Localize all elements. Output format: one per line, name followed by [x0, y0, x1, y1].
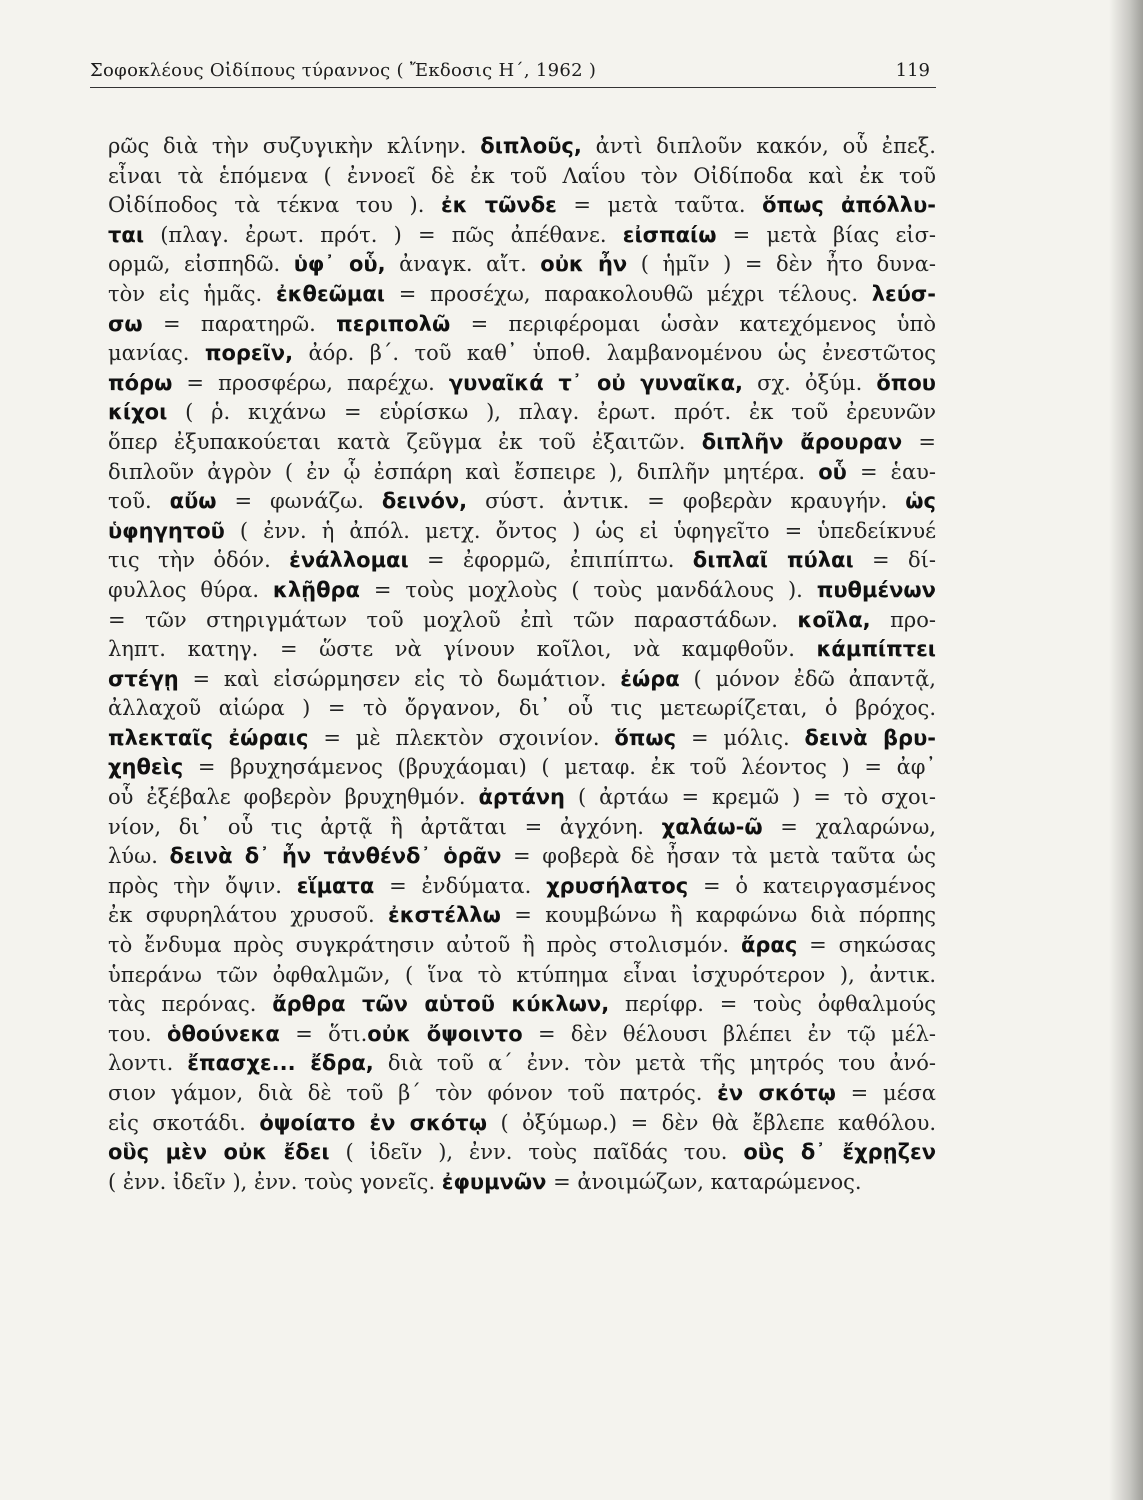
- gloss-text: = ἀνοιμώζων, καταρώμενος.: [546, 1169, 862, 1194]
- lemma: ἐνάλλομαι: [289, 548, 409, 573]
- lemma: οὗ: [818, 459, 847, 484]
- lemma: ὡς: [905, 489, 936, 514]
- text-line: [108, 813, 936, 843]
- gloss-text: = ὁ κατειργασμένος: [688, 873, 936, 898]
- text-line: [108, 1168, 936, 1198]
- gloss-text: ( ἡμῖν ) = δὲν ἦτο δυνα-: [627, 252, 936, 277]
- gloss-text: τὸ ἔνδυμα πρὸς συγκράτησιν αὐτοῦ ἢ πρὸς στολισμόν.: [108, 933, 741, 958]
- lemma: ὅπως ἀπόλλυ-: [762, 193, 936, 218]
- gloss-text: ( ἐνν. ἡ ἀπόλ. μετχ. ὄντος ) ὡς εἰ ὑφηγεῖτο = ὑπεδείκνυέ: [224, 518, 936, 543]
- lemma: εἵματα: [296, 873, 375, 898]
- lemma: ἐν σκότῳ: [717, 1081, 836, 1105]
- gloss-text: πρὸς τὴν ὄψιν.: [108, 873, 297, 898]
- text-line: [108, 162, 936, 192]
- lemma: διπλοῦς,: [480, 134, 582, 158]
- text-line: [108, 1049, 936, 1079]
- lemma: πλεκταῖς ἐώραις: [108, 725, 309, 750]
- lemma: ὅπως: [614, 725, 677, 750]
- lemma: ἐκστέλλω: [388, 903, 501, 928]
- lemma: ὅπου: [876, 370, 936, 395]
- gloss-text: ( ἐνν. ἰδεῖν ), ἐνν. τοὺς γονεῖς.: [108, 1169, 442, 1194]
- text-line: [108, 428, 936, 458]
- gloss-text: εἰς σκοτάδι.: [108, 1110, 260, 1135]
- lemma: οὓς μὲν οὐκ ἔδει: [108, 1140, 330, 1165]
- gloss-text: ἀλλαχοῦ αἰώρα ) = τὸ ὄργανον, δι᾽ οὗ τις μετεωρίζεται, ὁ βρόχος.: [108, 696, 936, 721]
- lemma: δεινὰ βρυ-: [804, 725, 936, 750]
- gloss-text: (πλαγ. ἐρωτ. πρότ. ) = πῶς ἀπέθανε.: [144, 222, 623, 247]
- lemma: δεινόν,: [381, 489, 468, 514]
- gloss-text: ὅπερ ἐξυπακούεται κατὰ ζεῦγμα ἐκ τοῦ ἐξαιτῶν.: [108, 429, 702, 454]
- lemma: αὔω: [169, 489, 217, 514]
- lemma: λεύσ-: [871, 281, 936, 306]
- gloss-text: = δὲν θέλουσι βλέπει ἐν τῷ μέλ-: [522, 1021, 936, 1046]
- gloss-text: ( μόνον ἐδῶ ἀπαντᾷ,: [679, 666, 936, 691]
- text-line: [108, 1109, 936, 1139]
- lemma: κίχοι: [108, 400, 168, 425]
- gloss-text: = κουμβώνω ἢ καρφώνω διὰ πόρπης: [500, 903, 936, 928]
- text-line: [108, 310, 936, 340]
- text-line: [108, 458, 936, 488]
- gloss-text: μανίας.: [108, 341, 205, 366]
- text-line: [108, 221, 936, 251]
- gloss-text: περίφρ. = τοὺς ὀφθαλμούς: [609, 992, 936, 1017]
- gloss-text: διπλοῦν ἀγρὸν ( ἐν ᾧ ἐσπάρη καὶ ἔσπειρε ), διπλῆν μητέρα.: [108, 459, 819, 484]
- gloss-text: = καὶ εἰσώρμησεν εἰς τὸ δωμάτιον.: [178, 666, 621, 691]
- lemma: χαλάω-ῶ: [661, 814, 763, 839]
- gloss-text: = μετὰ βίας εἰσ-: [716, 222, 936, 247]
- gloss-text: λοντι.: [108, 1051, 188, 1076]
- text-line: [108, 517, 936, 547]
- gloss-text: = τῶν στηριγμάτων τοῦ μοχλοῦ ἐπὶ τῶν παραστάδων.: [108, 607, 798, 632]
- gloss-text: ἀόρ. β΄. τοῦ καθ᾽ ὑποθ. λαμβανομένου ὡς ἐνεστῶτος: [293, 341, 936, 366]
- commentary-text: [90, 132, 936, 1197]
- gloss-text: του.: [108, 1021, 168, 1046]
- gloss-text: Οἰδίποδος τὰ τέκνα του ).: [108, 193, 441, 218]
- lemma: οὐκ ἦν: [540, 252, 628, 277]
- gloss-text: ορμῶ, εἰσπηδῶ.: [108, 252, 294, 277]
- gloss-text: φυλλος θύρα.: [108, 577, 273, 602]
- lemma: κοῖλα,: [797, 607, 871, 632]
- lemma: διπλῆν ἄρουραν: [701, 429, 903, 454]
- gloss-text: = μὲ πλεκτὸν σχοινίον.: [308, 725, 615, 750]
- gloss-text: οὗ ἐξέβαλε φοβερὸν βρυχηθμόν.: [108, 785, 479, 810]
- gloss-text: = ἐφορμῶ, ἐπιπίπτω.: [408, 548, 693, 573]
- text-line: [108, 487, 936, 517]
- gloss-text: =: [902, 429, 936, 454]
- lemma: δεινὰ δ᾽ ἦν τἀνθένδ᾽ ὁρᾶν: [169, 844, 502, 869]
- lemma: οὓς δ᾽ ἔχρῃζεν: [743, 1140, 936, 1165]
- text-line: [108, 753, 936, 783]
- gloss-text: σύστ. ἀντικ. = φοβερὰν κραυγήν.: [467, 489, 906, 514]
- lemma: κλῇθρα: [272, 577, 360, 602]
- text-line: [108, 546, 936, 576]
- running-header: [90, 60, 936, 88]
- text-line: [108, 1020, 936, 1050]
- gloss-text: ὑπεράνω τῶν ὀφθαλμῶν, ( ἵνα τὸ κτύπημα εἶναι ἰσχυρότερον ), ἀντικ.: [108, 962, 936, 987]
- lemma: ὀψοίατο ἐν σκότῳ: [259, 1110, 487, 1135]
- gloss-text: = βρυχησάμενος (βρυχάομαι) ( μεταφ. ἐκ τοῦ λέοντος ) = ἀφ᾽: [183, 755, 936, 780]
- gloss-text: ρῶς διὰ τὴν συζυγικὴν κλίνην.: [108, 134, 481, 158]
- lemma: στέγῃ: [108, 666, 179, 691]
- text-line: [108, 606, 936, 636]
- gloss-text: ἀναγκ. αἴτ.: [385, 252, 541, 277]
- gloss-text: ἐκ σφυρηλάτου χρυσοῦ.: [108, 903, 389, 928]
- lemma: χηθεὶς: [108, 755, 184, 780]
- gloss-text: = χαλαρώνω,: [762, 814, 936, 839]
- text-line: [108, 576, 936, 606]
- gloss-text: = ἐνδύματα.: [374, 873, 547, 898]
- lemma: ται: [108, 222, 145, 247]
- text-line: [108, 931, 936, 961]
- gloss-text: ( ἰδεῖν ), ἐνν. τοὺς παῖδάς του.: [329, 1140, 744, 1165]
- text-line: [108, 191, 936, 221]
- gloss-text: τὰς περόνας.: [108, 992, 273, 1017]
- gloss-text: = φωνάζω.: [216, 489, 382, 514]
- gloss-text: σιον γάμον, διὰ δὲ τοῦ β΄ τὸν φόνον τοῦ πατρός.: [108, 1081, 718, 1105]
- lemma: ὑφηγητοῦ: [108, 518, 225, 543]
- lemma: ὁθούνεκα: [167, 1021, 280, 1046]
- text-line: [108, 694, 936, 724]
- gloss-text: εἶναι τὰ ἑπόμενα ( ἐννοεῖ δὲ ἐκ τοῦ Λαΐου τὸν Οἰδίποδα καὶ ἐκ τοῦ: [108, 163, 936, 188]
- lemma: ἄρθρα τῶν αὑτοῦ κύκλων,: [272, 992, 610, 1017]
- gloss-text: ( ἀρτάω = κρεμῶ ) = τὸ σχοι-: [565, 785, 936, 810]
- gloss-text: = δί-: [853, 548, 936, 573]
- text-line: [108, 635, 936, 665]
- text-line: [108, 783, 936, 813]
- text-line: [108, 724, 936, 754]
- lemma: ἐφυμνῶν: [441, 1169, 547, 1194]
- text-line: [108, 398, 936, 428]
- lemma: διπλαῖ πύλαι: [692, 548, 854, 573]
- lemma: ἔπασχε... ἔδρα,: [187, 1051, 374, 1076]
- lemma: ἐκθεῶμαι: [275, 281, 385, 306]
- lemma: χρυσήλατος: [546, 873, 689, 898]
- lemma: εἰσπαίω: [622, 222, 717, 247]
- gloss-text: = παρατηρῶ.: [142, 311, 337, 336]
- book-page: [90, 60, 936, 1197]
- text-line: [108, 872, 936, 902]
- gloss-text: προ-: [870, 607, 936, 632]
- gloss-text: = μετὰ ταῦτα.: [556, 193, 763, 218]
- gloss-text: = προσφέρω, παρέχω.: [172, 370, 449, 395]
- text-line: [108, 1138, 936, 1168]
- lemma: ἀρτάνη: [478, 785, 566, 810]
- gloss-text: = μέσα: [835, 1081, 936, 1105]
- gloss-text: τοῦ.: [108, 489, 170, 514]
- lemma: πόρω: [108, 370, 173, 395]
- lemma: κάμπίπτει: [816, 637, 936, 662]
- lemma: ἐώρα: [620, 666, 680, 691]
- gloss-text: τις τὴν ὁδόν.: [108, 548, 290, 573]
- text-line: [108, 132, 936, 162]
- gloss-text: = ὅτι.: [279, 1021, 368, 1046]
- gloss-text: = ἑαυ-: [846, 459, 936, 484]
- gloss-text: = μόλις.: [676, 725, 805, 750]
- gloss-text: = προσέχω, παρακολουθῶ μέχρι τέλους.: [385, 281, 872, 306]
- gloss-text: λύω.: [108, 844, 170, 869]
- lemma: γυναῖκά τ᾽ οὐ γυναῖκα,: [448, 370, 744, 395]
- text-line: [108, 990, 936, 1020]
- text-line: [108, 280, 936, 310]
- gloss-text: = φοβερὰ δὲ ἦσαν τὰ μετὰ ταῦτα ὡς: [501, 844, 936, 869]
- text-line: [108, 1079, 936, 1109]
- page-edge-shadow: [1109, 0, 1143, 1500]
- text-line: [108, 842, 936, 872]
- gloss-text: τὸν εἰς ἡμᾶς.: [108, 281, 276, 306]
- text-line: [108, 901, 936, 931]
- lemma: ὑφ᾽ οὗ,: [293, 252, 386, 277]
- lemma: πυθμένων: [816, 577, 936, 602]
- lemma: πορεῖν,: [204, 341, 294, 366]
- gloss-text: = τοὺς μοχλοὺς ( τοὺς μανδάλους ).: [359, 577, 817, 602]
- gloss-text: = περιφέρομαι ὡσὰν κατεχόμενος ὑπὸ: [450, 311, 936, 336]
- lemma: οὐκ ὄψοιντο: [367, 1021, 523, 1046]
- lemma: σω: [108, 311, 143, 336]
- gloss-text: ( ῥ. κιχάνω = εὑρίσκω ), πλαγ. ἐρωτ. πρότ. ἐκ τοῦ ἐρευνῶν: [167, 400, 936, 425]
- text-line: [108, 250, 936, 280]
- lemma: ἄρας: [740, 933, 798, 958]
- gloss-text: ἀντὶ διπλοῦν κακόν, οὗ ἐπεξ.: [581, 134, 936, 158]
- text-line: [108, 369, 936, 399]
- text-line: [108, 339, 936, 369]
- text-line: [108, 665, 936, 695]
- gloss-text: ληπτ. κατηγ. = ὥστε νὰ γίνουν κοῖλοι, νὰ καμφθοῦν.: [108, 637, 817, 662]
- gloss-text: σχ. ὀξύμ.: [743, 370, 877, 395]
- text-line: [108, 961, 936, 991]
- running-title: Σοφοκλέους Οἰδίπους τύραννος ( Ἔκδοσις Η΄, 1962 ): [90, 60, 597, 81]
- gloss-text: διὰ τοῦ α΄ ἐνν. τὸν μετὰ τῆς μητρός του ἀνό-: [373, 1051, 936, 1076]
- lemma: περιπολῶ: [336, 311, 451, 336]
- lemma: ἐκ τῶνδε: [440, 193, 557, 218]
- gloss-text: = σηκώσας: [797, 933, 936, 958]
- page-number: 119: [895, 60, 930, 81]
- gloss-text: νίον, δι᾽ οὗ τις ἀρτᾷ ἢ ἀρτᾶται = ἀγχόνη.: [108, 814, 662, 839]
- gloss-text: ( ὀξύμωρ.) = δὲν θὰ ἔβλεπε καθόλου.: [486, 1110, 936, 1135]
